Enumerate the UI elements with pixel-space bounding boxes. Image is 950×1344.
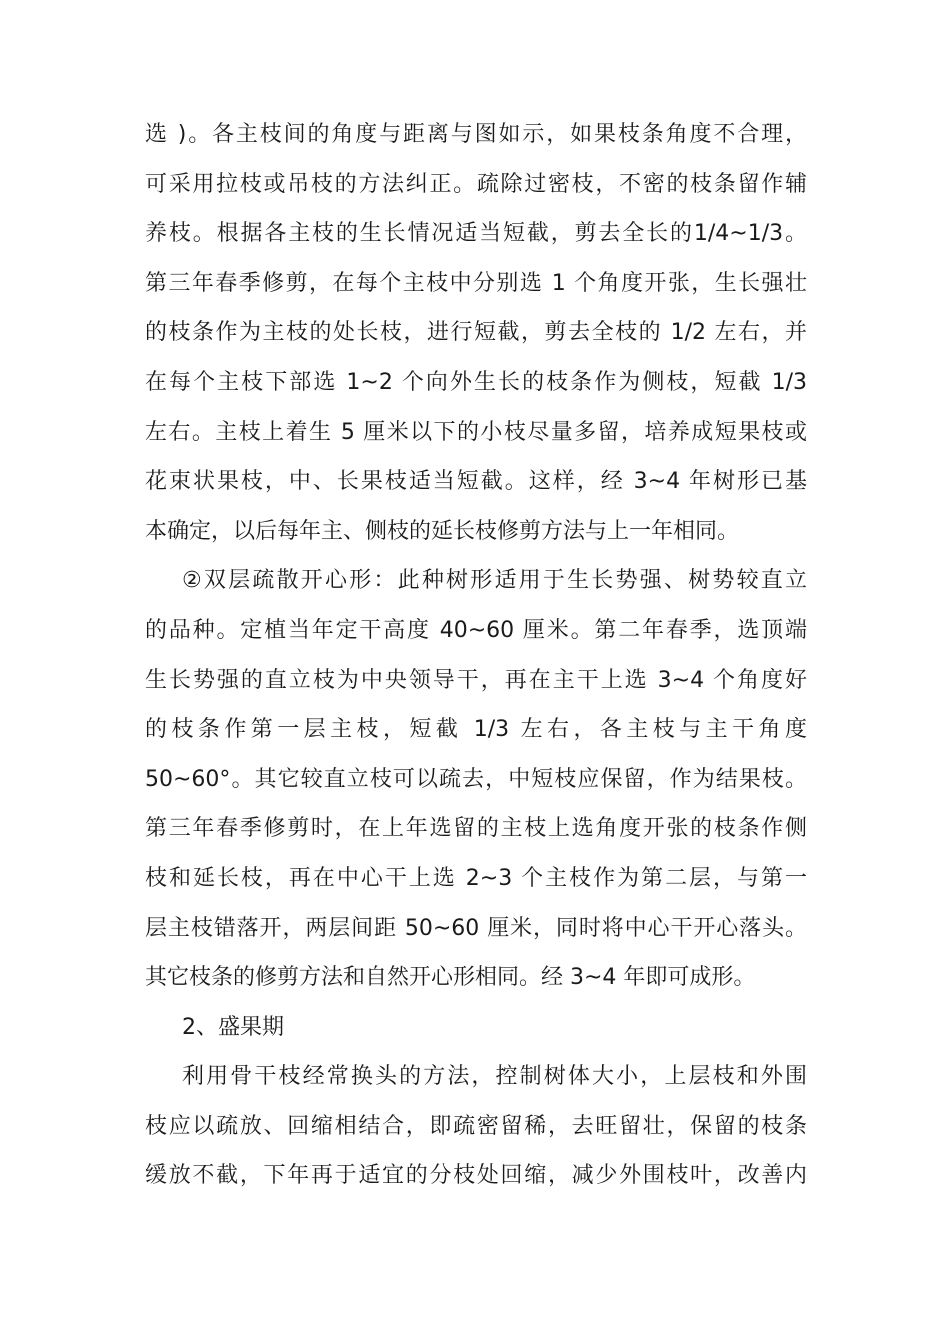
text-line: 50~60°。其它较直立枝可以疏去，中短枝应保留，作为结果枝。 bbox=[145, 766, 807, 792]
text-line: 养枝。根据各主枝的生长情况适当短截，剪去全长的1/4~1/3。 bbox=[145, 221, 807, 247]
text-line: 缓放不截，下年再于适宜的分枝处回缩，减少外围枝叶，改善内 bbox=[145, 1163, 807, 1189]
text-line: 枝和延长枝，再在中心干上选 2~3 个主枝作为第二层，与第一 bbox=[145, 865, 807, 891]
text-line: 可采用拉枝或吊枝的方法纠正。疏除过密枝，不密的枝条留作辅 bbox=[145, 171, 807, 197]
text-line: 第三年春季修剪时，在上年选留的主枝上选角度开张的枝条作侧 bbox=[145, 816, 807, 842]
text-line: 选 )。各主枝间的角度与距离与图如示，如果枝条角度不合理， bbox=[145, 122, 807, 147]
text-line: 第三年春季修剪，在每个主枝中分别选 1 个角度开张，生长强壮 bbox=[145, 270, 807, 296]
text-line: 在每个主枝下部选 1~2 个向外生长的枝条作为侧枝，短截 1/3 bbox=[145, 369, 807, 395]
text-line: 其它枝条的修剪方法和自然开心形相同。经 3~4 年即可成形。 bbox=[145, 965, 756, 991]
body-text bbox=[145, 110, 807, 1201]
text-line: 生长势强的直立枝为中央领导干，再在主干上选 3~4 个角度好 bbox=[145, 667, 807, 693]
text-line: 花束状果枝，中、长果枝适当短截。这样，经 3~4 年树形已基 bbox=[145, 469, 807, 495]
text-line: ②双层疏散开心形：此种树形适用于生长势强、树势较直立 bbox=[182, 568, 807, 594]
text-line: 2、盛果期 bbox=[182, 1014, 284, 1040]
text-line: 层主枝错落开，两层间距 50~60 厘米，同时将中心干开心落头。 bbox=[145, 915, 807, 941]
text-line: 枝应以疏放、回缩相结合，即疏密留稀，去旺留壮，保留的枝条 bbox=[145, 1113, 807, 1139]
text-line: 左右。主枝上着生 5 厘米以下的小枝尽量多留，培养成短果枝或 bbox=[145, 419, 807, 445]
text-line: 的枝条作第一层主枝，短截 1/3 左右，各主枝与主干角度 bbox=[145, 717, 807, 743]
text-line: 本确定，以后每年主、侧枝的延长枝修剪方法与上一年相同。 bbox=[145, 518, 740, 544]
text-line: 的枝条作为主枝的处长枝，进行短截，剪去全枝的 1/2 左右，并 bbox=[145, 320, 807, 346]
text-line: 的品种。定植当年定干高度 40~60 厘米。第二年春季，选顶端 bbox=[145, 617, 807, 643]
text-line: 利用骨干枝经常换头的方法，控制树体大小，上层枝和外围 bbox=[182, 1064, 807, 1090]
